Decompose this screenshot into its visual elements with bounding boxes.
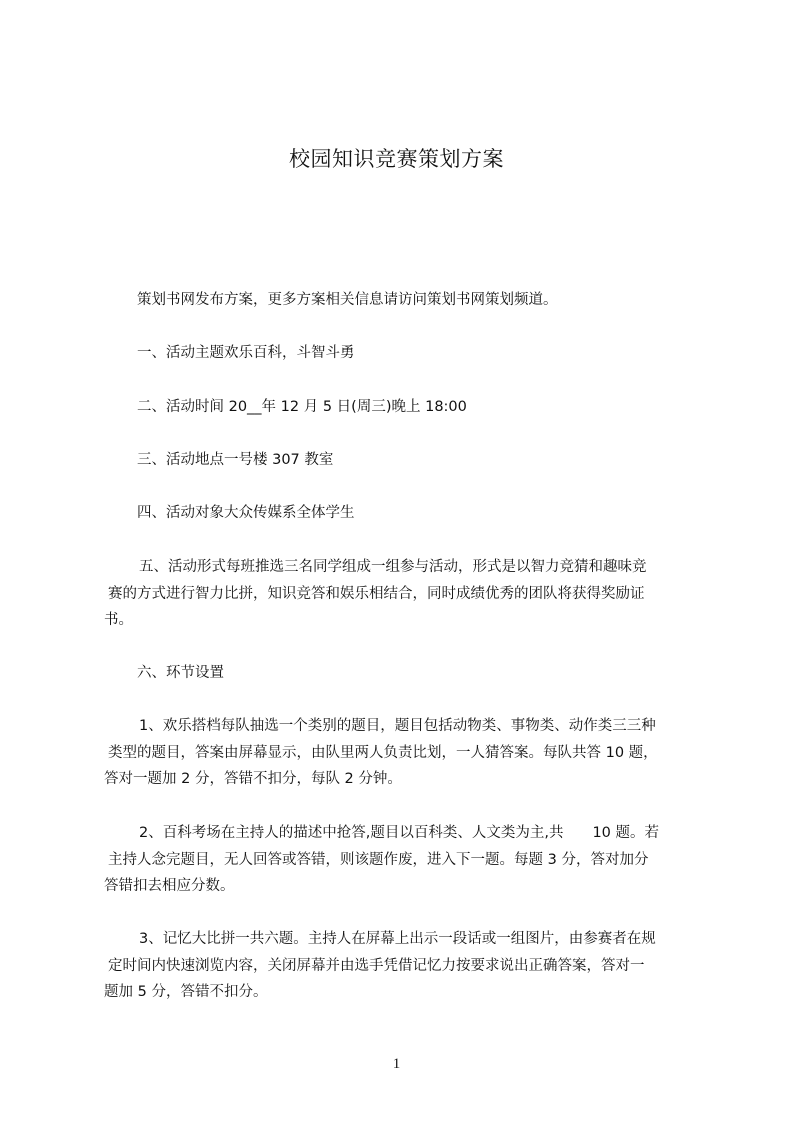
section-audience: 四、活动对象大众传媒系全体学生 bbox=[137, 505, 355, 521]
round-1-line-1: 1、欢乐搭档每队抽选一个类别的题目，题目包括动物类、事物类、动作类三三种 bbox=[139, 718, 656, 734]
section-theme: 一、活动主题欢乐百科，斗智斗勇 bbox=[137, 345, 355, 361]
round-3-line-2: 定时间内快速浏览内容，关闭屏幕并由选手凭借记忆力按要求说出正确答案，答对一 bbox=[108, 957, 645, 974]
section-location: 三、活动地点一号楼 307 教室 bbox=[137, 452, 334, 468]
round-2-line-3: 答错扣去相应分数。 bbox=[104, 878, 235, 894]
section-format bbox=[104, 554, 704, 634]
section-round-1 bbox=[104, 713, 704, 793]
section-format-line-2: 赛的方式进行智力比拼，知识竞答和娱乐相结合，同时成绩优秀的团队将获得奖励证 bbox=[108, 585, 645, 602]
section-round-2 bbox=[104, 820, 704, 900]
section-format-line-1: 五、活动形式每班推选三名同学组成一组参与活动，形式是以智力竞猜和趣味竞 bbox=[139, 559, 647, 575]
section-round-3 bbox=[104, 926, 704, 1006]
section-time: 二、活动时间 20__年 12 月 5 日(周三)晚上 18:00 bbox=[137, 399, 467, 415]
page-title: 校园知识竞赛策划方案 bbox=[289, 147, 504, 171]
page-number: 1 bbox=[392, 1056, 401, 1072]
round-1-line-3: 答对一题加 2 分，答错不扣分，每队 2 分钟。 bbox=[104, 771, 402, 787]
round-1-line-2: 类型的题目，答案由屏幕显示，由队里两人负责比划，一人猜答案。每队共答 10 题， bbox=[108, 744, 658, 761]
section-rounds-heading: 六、环节设置 bbox=[137, 665, 224, 681]
round-3-line-1: 3、记忆大比拼一共六题。主持人在屏幕上出示一段话或一组图片，由参赛者在规 bbox=[139, 931, 656, 947]
round-2-line-1: 2、百科考场在主持人的描述中抢答,题目以百科类、人文类为主,共 10 题。若 bbox=[139, 825, 660, 841]
section-format-line-3: 书。 bbox=[104, 612, 133, 628]
intro-paragraph: 策划书网发布方案，更多方案相关信息请访问策划书网策划频道。 bbox=[137, 292, 558, 308]
round-2-line-2: 主持人念完题目，无人回答或答错，则该题作废，进入下一题。每题 3 分，答对加分 bbox=[108, 851, 649, 868]
round-3-line-3: 题加 5 分，答错不扣分。 bbox=[104, 984, 268, 1000]
